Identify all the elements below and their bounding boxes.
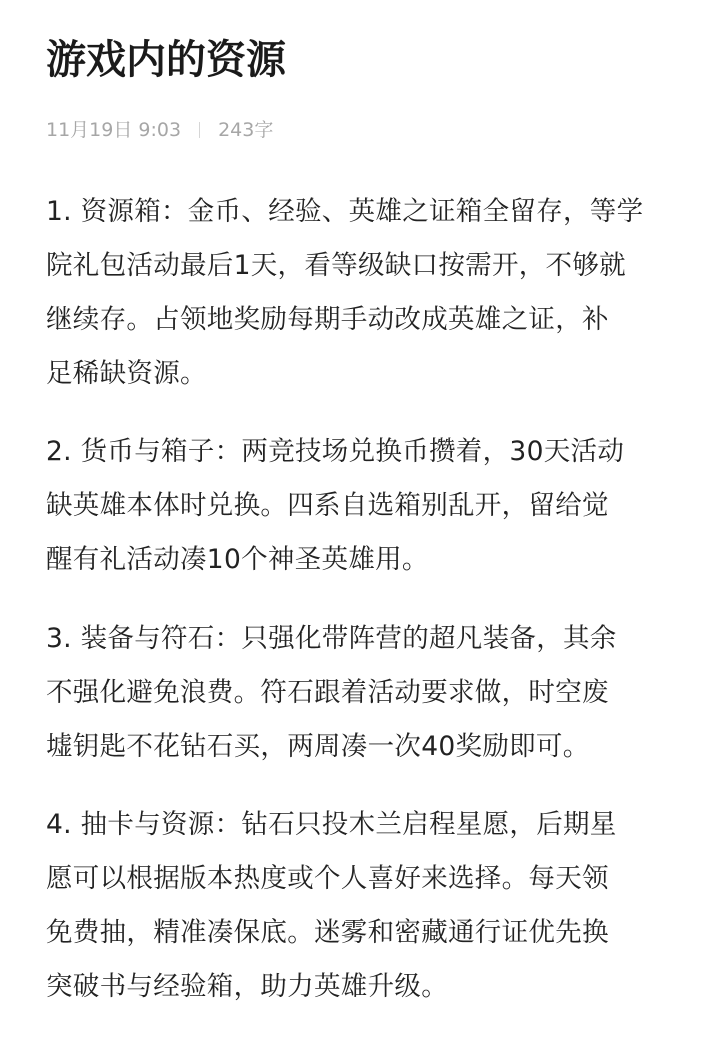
publish-date: 11月19日 9:03 (46, 119, 182, 141)
paragraph-line: 1. 资源箱：金币、经验、英雄之证箱全留存，等学 (46, 196, 644, 227)
paragraph-line: 不强化避免浪费。符石跟着活动要求做，时空废 (46, 677, 609, 708)
paragraph-line: 足稀缺资源。 (46, 358, 207, 389)
paragraph-line: 突破书与经验箱，助力英雄升级。 (46, 971, 448, 1002)
article-meta (46, 117, 273, 143)
paragraph-line: 2. 货币与箱子：两竞技场兑换币攒着，30天活动 (46, 436, 625, 467)
paragraph-line: 免费抽，精准凑保底。迷雾和密藏通行证优先换 (46, 917, 609, 948)
paragraph-line: 院礼包活动最后1天，看等级缺口按需开，不够就 (46, 250, 626, 281)
paragraph-2 (46, 425, 676, 587)
paragraph-line: 缺英雄本体时兑换。四系自选箱别乱开，留给觉 (46, 490, 609, 521)
paragraph-line: 墟钥匙不花钻石买，两周凑一次40奖励即可。 (46, 731, 590, 762)
paragraph-3 (46, 612, 676, 774)
meta-divider (199, 122, 200, 138)
paragraph-1 (46, 185, 676, 401)
paragraph-line: 3. 装备与符石：只强化带阵营的超凡装备，其余 (46, 623, 617, 654)
paragraph-line: 4. 抽卡与资源：钻石只投木兰启程星愿，后期星 (46, 809, 617, 840)
paragraph-line: 愿可以根据版本热度或个人喜好来选择。每天领 (46, 863, 609, 894)
paragraph-line: 继续存。占领地奖励每期手动改成英雄之证，补 (46, 304, 609, 335)
article-title: 游戏内的资源 (46, 37, 286, 83)
paragraph-4 (46, 798, 676, 1014)
word-count: 243字 (218, 119, 274, 141)
paragraph-line: 醒有礼活动凑10个神圣英雄用。 (46, 544, 429, 575)
